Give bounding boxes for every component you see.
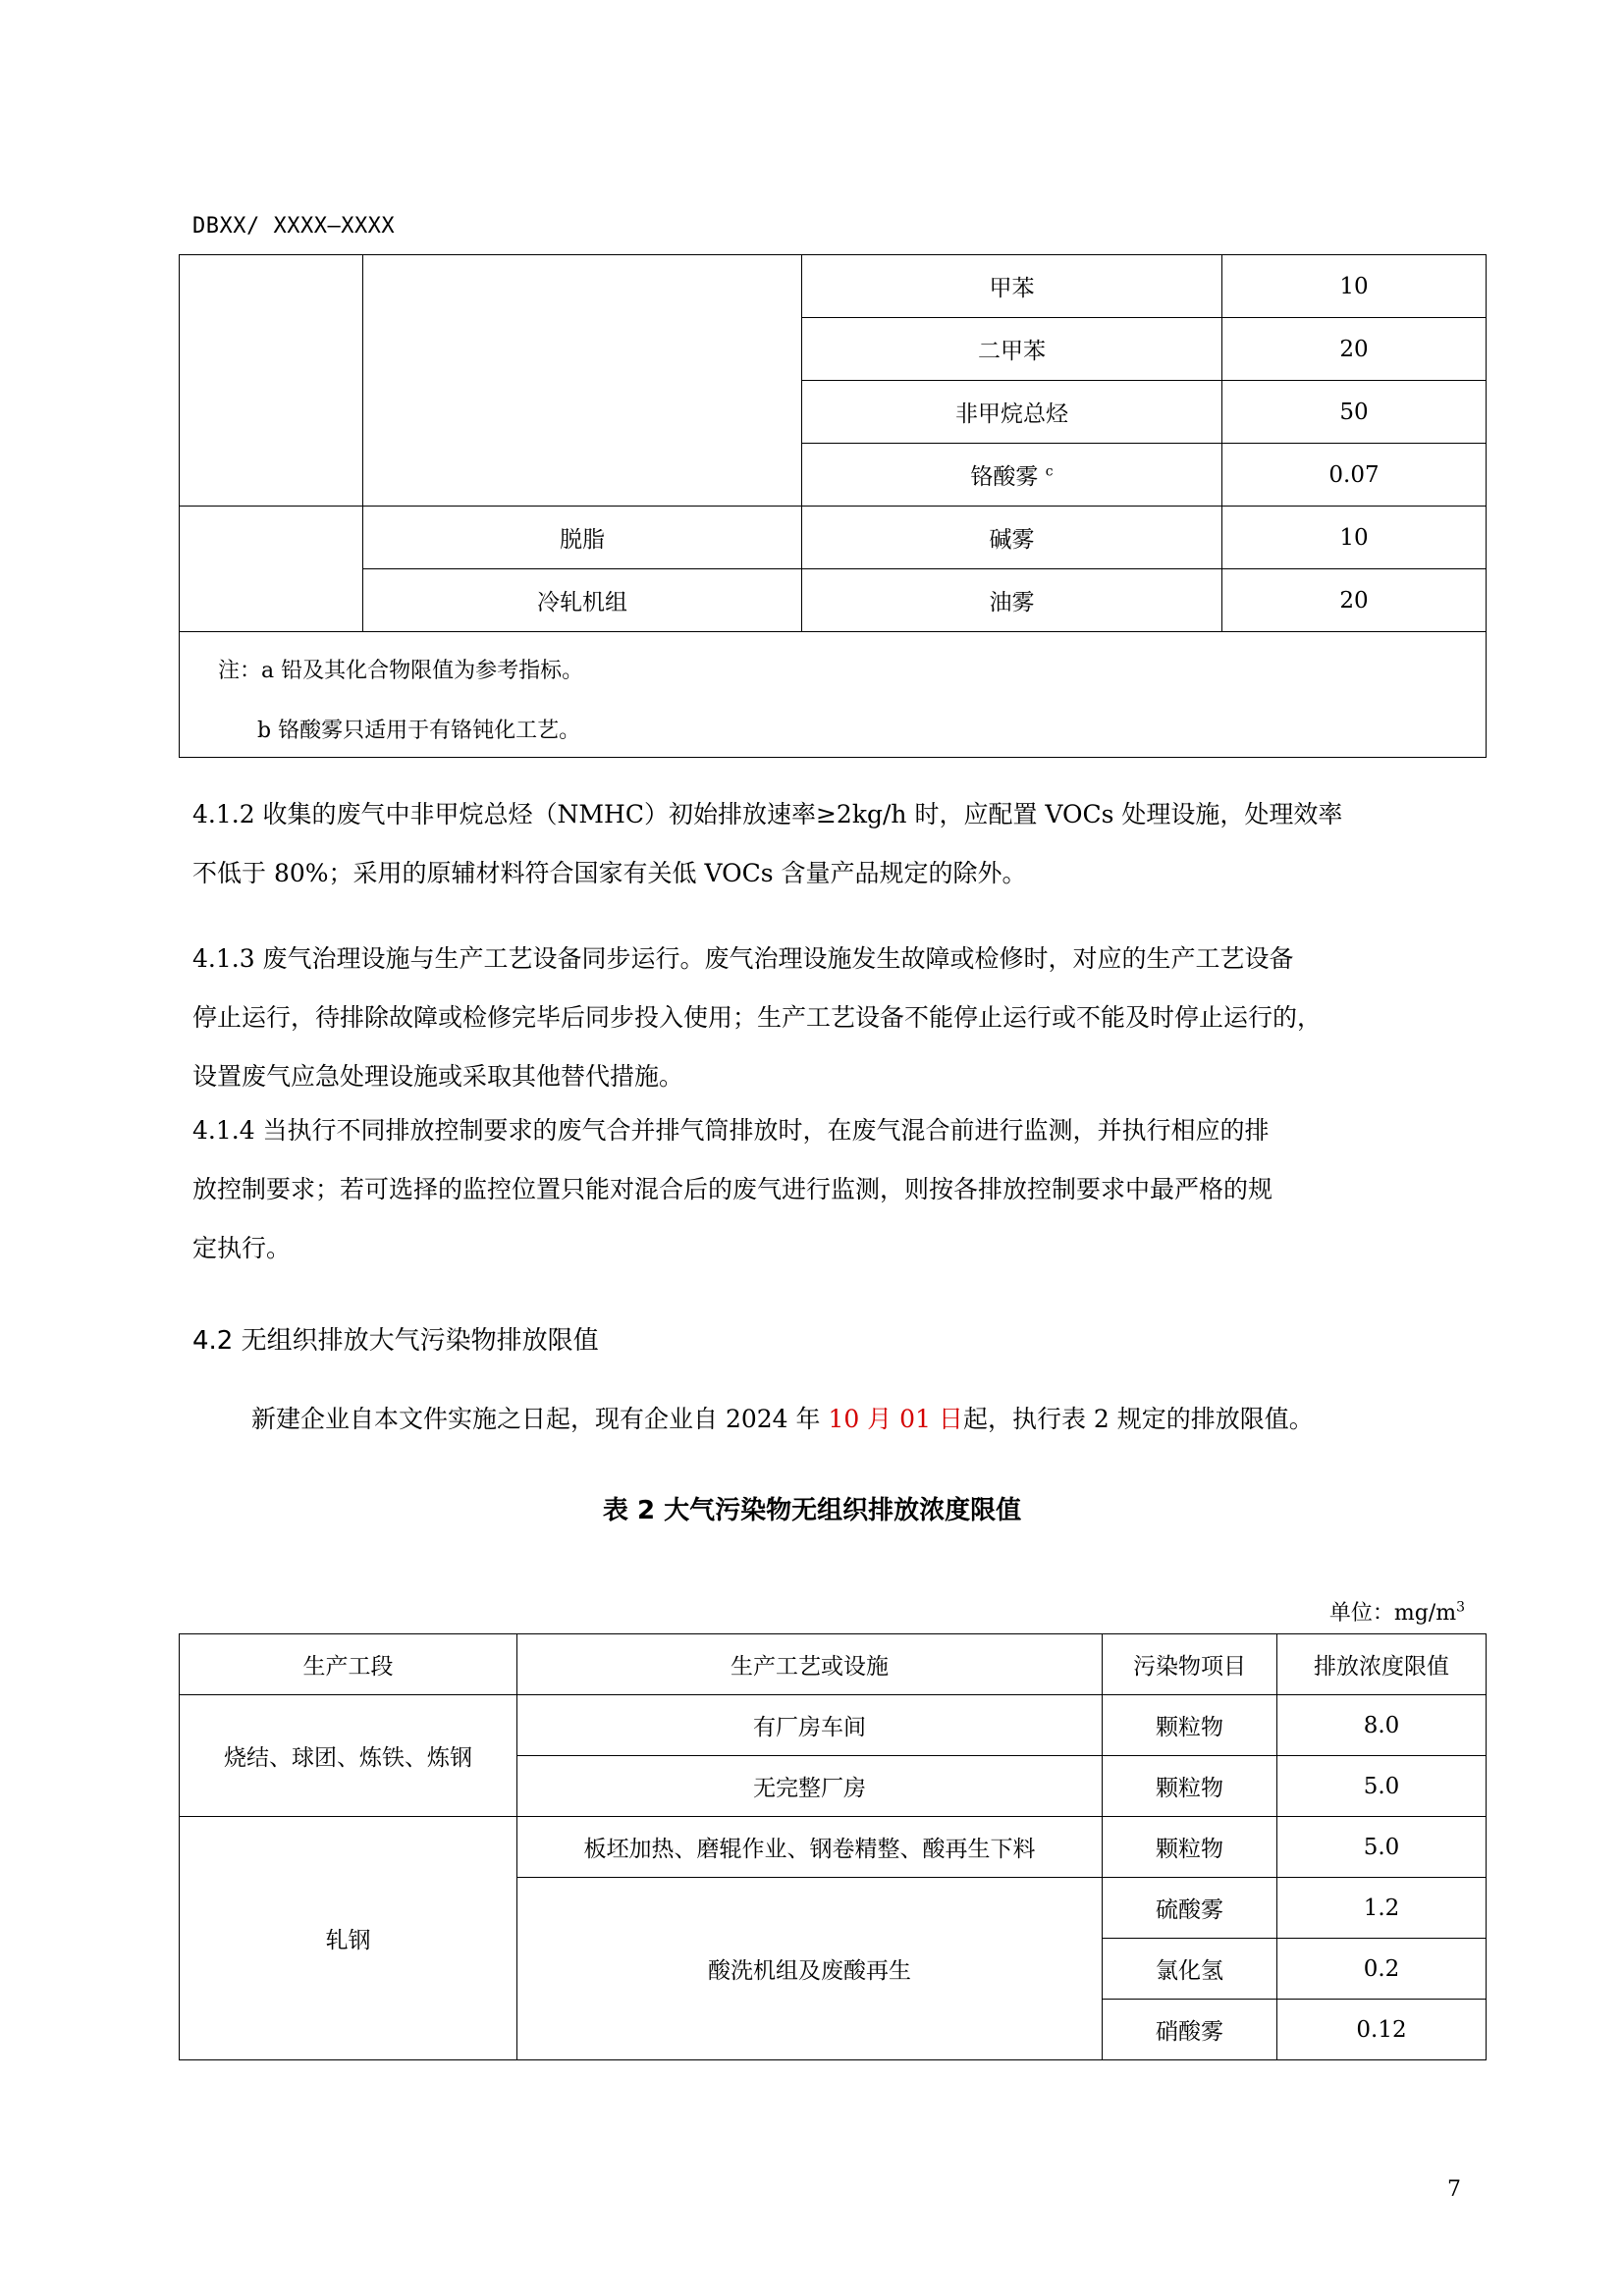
limit-cell: 20 <box>1222 318 1487 381</box>
pollutant-cell: 甲苯 <box>802 255 1222 318</box>
footnote-marker: c <box>1045 463 1054 480</box>
limit-cell: 1.2 <box>1277 1878 1487 1939</box>
section-title-4-2: 4.2 无组织排放大气污染物排放限值 <box>192 1326 599 1356</box>
text-line: 4.1.2 收集的废气中非甲烷总烃（NMHC）初始排放速率≥2kg/h 时，应配置 VOCs 处理设施，处理效率 <box>192 800 1343 828</box>
limit-cell: 10 <box>1222 255 1487 318</box>
text-line: 不低于 80%；采用的原辅材料符合国家有关低 VOCs 含量产品规定的除外。 <box>192 859 1027 887</box>
text-span: 新建企业自本文件实施之日起，现有企业自 2024 年 <box>251 1405 829 1433</box>
process-cell: 脱脂 <box>363 507 802 569</box>
pollutant-cell: 二甲苯 <box>802 318 1222 381</box>
limit-cell: 8.0 <box>1277 1695 1487 1756</box>
text-span: 起，执行表 2 规定的排放限值。 <box>962 1405 1314 1433</box>
limit-cell: 5.0 <box>1277 1817 1487 1878</box>
table-header-row <box>180 1634 1487 1695</box>
process-cell: 冷轧机组 <box>363 569 802 632</box>
unit-text: 单位：mg/m <box>1328 1601 1457 1626</box>
doc-code-header: DBXX/ XXXX—XXXX <box>192 214 396 239</box>
table-row <box>180 255 1487 318</box>
text-line: 4.1.3 废气治理设施与生产工艺设备同步运行。废气治理设施发生故障或检修时，对应的生产工艺设备 <box>192 944 1294 973</box>
limit-cell: 5.0 <box>1277 1756 1487 1817</box>
pollutant-cell: 油雾 <box>802 569 1222 632</box>
pollutant-cell: 硝酸雾 <box>1103 2000 1277 2060</box>
section-4-2-sentence <box>251 1400 1314 1439</box>
pollutant-cell: 碱雾 <box>802 507 1222 569</box>
limit-cell: 10 <box>1222 507 1487 569</box>
stage-cell: 轧钢 <box>180 1817 517 2060</box>
pollutant-cell: 非甲烷总烃 <box>802 381 1222 444</box>
note-b: b 铬酸雾只适用于有铬钝化工艺。 <box>257 719 581 743</box>
paragraph-4-1-3 <box>192 930 1322 1106</box>
header-cell: 排放浓度限值 <box>1277 1634 1487 1695</box>
pollutant-cell: 颗粒物 <box>1103 1756 1277 1817</box>
text-line: 定执行。 <box>192 1234 292 1262</box>
process-cell: 板坯加热、磨辊作业、钢卷精整、酸再生下料 <box>517 1817 1103 1878</box>
header-cell: 污染物项目 <box>1103 1634 1277 1695</box>
table-row <box>180 569 1487 632</box>
text-line: 设置废气应急处理设施或采取其他替代措施。 <box>192 1062 684 1091</box>
highlighted-date: 10 月 01 日 <box>828 1405 963 1433</box>
process-cell: 有厂房车间 <box>517 1695 1103 1756</box>
unit-label <box>1329 1596 1465 1627</box>
paragraph-4-1-4 <box>192 1101 1272 1278</box>
stage-cell: 烧结、球团、炼铁、炼钢 <box>180 1695 517 1817</box>
pollutant-cell: 颗粒物 <box>1103 1695 1277 1756</box>
table-cell-empty <box>363 255 802 507</box>
table-cell-empty <box>180 507 363 632</box>
limit-cell: 50 <box>1222 381 1487 444</box>
process-cell: 酸洗机组及废酸再生 <box>517 1878 1103 2060</box>
pollutant-cell: 硫酸雾 <box>1103 1878 1277 1939</box>
table-row <box>180 1817 1487 1878</box>
text-line: 停止运行，待排除故障或检修完毕后同步投入使用；生产工艺设备不能停止运行或不能及时停止运行的， <box>192 1003 1323 1032</box>
text-line: 4.1.4 当执行不同排放控制要求的废气合并排气筒排放时，在废气混合前进行监测，并执行相应的排 <box>192 1116 1270 1145</box>
table-row <box>180 507 1487 569</box>
limit-cell: 0.2 <box>1277 1939 1487 2000</box>
pollutant-cell: 氯化氢 <box>1103 1939 1277 2000</box>
page-number: 7 <box>1447 2177 1461 2202</box>
process-cell: 无完整厂房 <box>517 1756 1103 1817</box>
limit-cell: 0.12 <box>1277 2000 1487 2060</box>
text-line: 放控制要求；若可选择的监控位置只能对混合后的废气进行监测，则按各排放控制要求中最严格的规 <box>192 1175 1273 1203</box>
table-row <box>180 1695 1487 1756</box>
note-a: 注：a 铅及其化合物限值为参考指标。 <box>218 659 584 683</box>
header-cell: 生产工段 <box>180 1634 517 1695</box>
limit-cell: 0.07 <box>1222 444 1487 507</box>
table-cell-empty <box>180 255 363 507</box>
limit-cell: 20 <box>1222 569 1487 632</box>
pollutant-cell: 颗粒物 <box>1103 1817 1277 1878</box>
table-2-title: 表 2 大气污染物无组织排放浓度限值 <box>602 1496 1022 1525</box>
table-2 <box>179 1633 1487 2060</box>
pollutant-cell <box>802 444 1222 507</box>
pollutant-text: 铬酸雾 <box>970 464 1039 490</box>
paragraph-4-1-2 <box>192 785 1342 903</box>
header-cell: 生产工艺或设施 <box>517 1634 1103 1695</box>
unit-superscript: 3 <box>1456 1599 1465 1616</box>
